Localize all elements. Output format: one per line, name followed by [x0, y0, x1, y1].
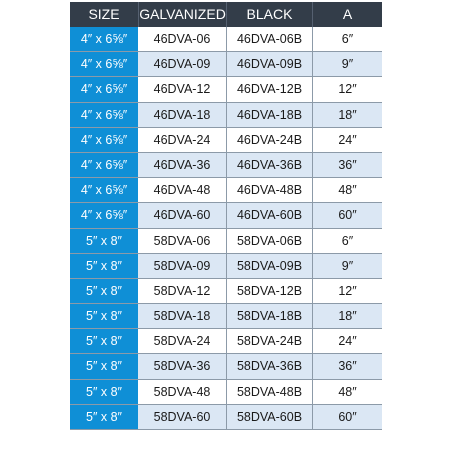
- black-cell: 46DVA-06B: [226, 27, 312, 51]
- header-galvanized: GALVANIZED: [138, 2, 226, 27]
- black-cell: 58DVA-48B: [226, 380, 312, 404]
- black-cell: 58DVA-24B: [226, 329, 312, 353]
- galvanized-cell: 58DVA-60: [138, 405, 226, 429]
- size-cell: 4″ x 6⅝″: [70, 128, 138, 152]
- size-cell: 5″ x 8″: [70, 380, 138, 404]
- black-cell: 58DVA-60B: [226, 405, 312, 429]
- a-cell: 36″: [312, 354, 382, 378]
- table-row: [70, 153, 382, 178]
- header-size: SIZE: [88, 6, 120, 22]
- galvanized-cell: 46DVA-12: [138, 77, 226, 101]
- a-cell: 60″: [312, 203, 382, 227]
- header-black: BLACK: [226, 2, 312, 27]
- header-a: A: [312, 2, 382, 27]
- black-cell: 46DVA-09B: [226, 52, 312, 76]
- table-row: [70, 229, 382, 254]
- galvanized-cell: 46DVA-09: [138, 52, 226, 76]
- galvanized-cell: 46DVA-60: [138, 203, 226, 227]
- a-cell: 24″: [312, 329, 382, 353]
- black-cell: 58DVA-36B: [226, 354, 312, 378]
- black-cell: 46DVA-36B: [226, 153, 312, 177]
- galvanized-cell: 46DVA-36: [138, 153, 226, 177]
- black-cell: 46DVA-18B: [226, 103, 312, 127]
- size-cell: 4″ x 6⅝″: [70, 153, 138, 177]
- size-cell: 5″ x 8″: [70, 329, 138, 353]
- galvanized-cell: 46DVA-06: [138, 27, 226, 51]
- galvanized-cell: 46DVA-18: [138, 103, 226, 127]
- black-cell: 58DVA-06B: [226, 229, 312, 253]
- black-cell: 58DVA-09B: [226, 254, 312, 278]
- black-cell: 46DVA-60B: [226, 203, 312, 227]
- galvanized-cell: 58DVA-06: [138, 229, 226, 253]
- a-cell: 24″: [312, 128, 382, 152]
- table-row: [70, 329, 382, 354]
- table-body: [70, 27, 382, 430]
- black-cell: 46DVA-24B: [226, 128, 312, 152]
- table-row: [70, 128, 382, 153]
- table-row: [70, 254, 382, 279]
- table-row: [70, 304, 382, 329]
- black-cell: 46DVA-12B: [226, 77, 312, 101]
- galvanized-cell: 58DVA-24: [138, 329, 226, 353]
- table-row: [70, 380, 382, 405]
- a-cell: 12″: [312, 77, 382, 101]
- a-cell: 6″: [312, 27, 382, 51]
- size-cell: 5″ x 8″: [70, 354, 138, 378]
- galvanized-cell: 58DVA-36: [138, 354, 226, 378]
- table-header: [70, 2, 382, 27]
- size-cell: 4″ x 6⅝″: [70, 103, 138, 127]
- galvanized-cell: 58DVA-12: [138, 279, 226, 303]
- a-cell: 18″: [312, 103, 382, 127]
- a-cell: 36″: [312, 153, 382, 177]
- a-cell: 6″: [312, 229, 382, 253]
- table-row: [70, 405, 382, 430]
- size-cell: 4″ x 6⅝″: [70, 52, 138, 76]
- a-cell: 18″: [312, 304, 382, 328]
- galvanized-cell: 58DVA-18: [138, 304, 226, 328]
- table-row: [70, 203, 382, 228]
- galvanized-cell: 46DVA-48: [138, 178, 226, 202]
- table-row: [70, 77, 382, 102]
- black-cell: 58DVA-12B: [226, 279, 312, 303]
- a-cell: 60″: [312, 405, 382, 429]
- a-cell: 48″: [312, 178, 382, 202]
- size-cell: 5″ x 8″: [70, 304, 138, 328]
- size-cell: 5″ x 8″: [70, 229, 138, 253]
- a-cell: 9″: [312, 254, 382, 278]
- size-cell: 4″ x 6⅝″: [70, 77, 138, 101]
- a-cell: 48″: [312, 380, 382, 404]
- galvanized-cell: 58DVA-09: [138, 254, 226, 278]
- galvanized-cell: 58DVA-48: [138, 380, 226, 404]
- table-row: [70, 279, 382, 304]
- table-row: [70, 178, 382, 203]
- size-cell: 4″ x 6⅝″: [70, 203, 138, 227]
- table-row: [70, 103, 382, 128]
- size-cell: 4″ x 6⅝″: [70, 178, 138, 202]
- table-row: [70, 52, 382, 77]
- black-cell: 58DVA-18B: [226, 304, 312, 328]
- black-cell: 46DVA-48B: [226, 178, 312, 202]
- size-cell: 4″ x 6⅝″: [70, 27, 138, 51]
- table-row: [70, 27, 382, 52]
- size-cell: 5″ x 8″: [70, 405, 138, 429]
- galvanized-cell: 46DVA-24: [138, 128, 226, 152]
- size-cell: 5″ x 8″: [70, 254, 138, 278]
- product-table: [70, 2, 382, 430]
- a-cell: 12″: [312, 279, 382, 303]
- size-cell: 5″ x 8″: [70, 279, 138, 303]
- a-cell: 9″: [312, 52, 382, 76]
- table-row: [70, 354, 382, 379]
